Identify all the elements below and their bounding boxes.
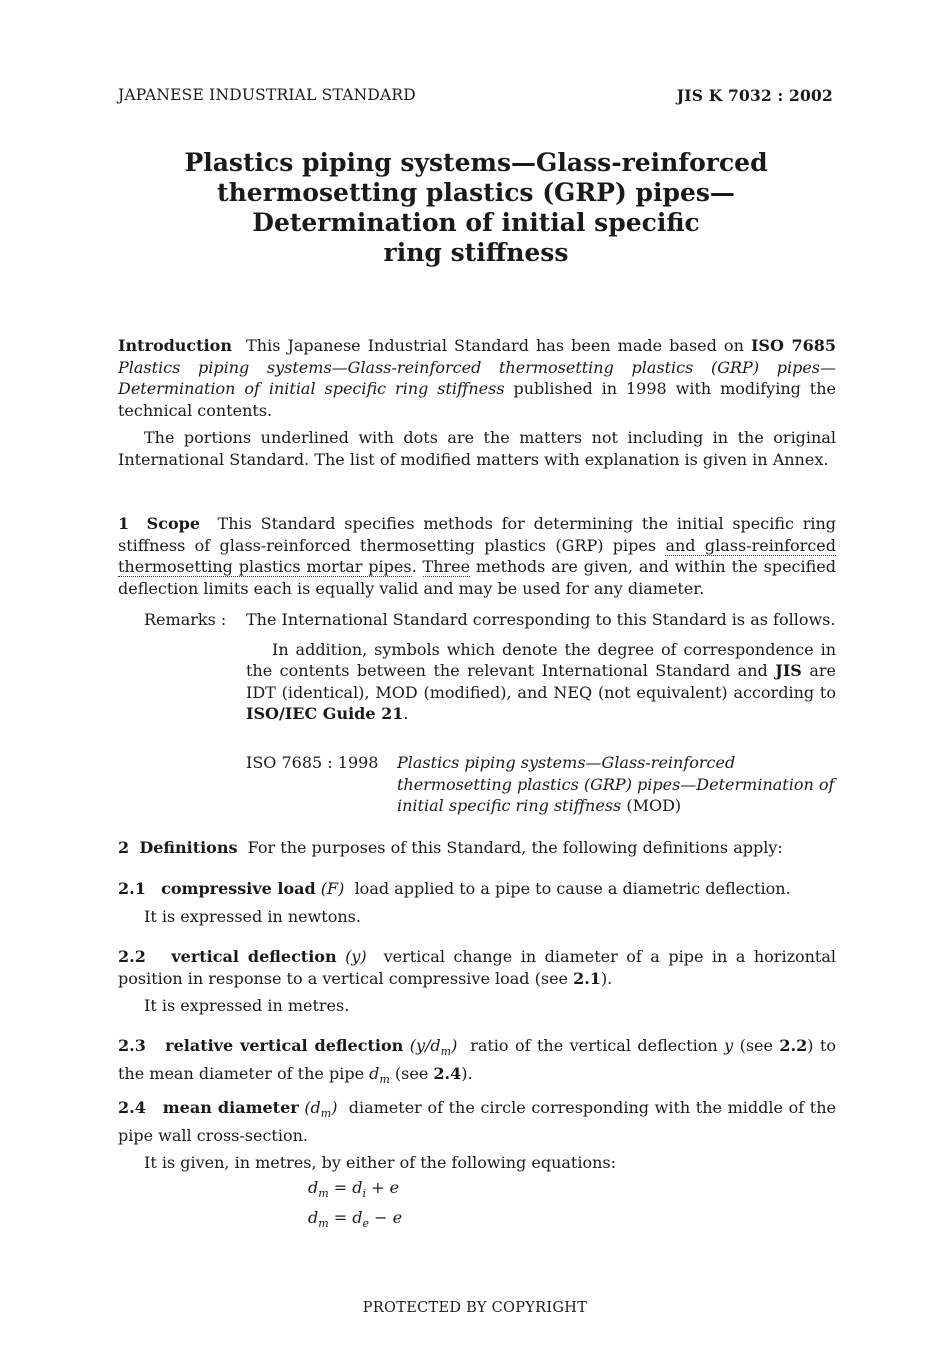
definition-text: ratio of the vertical deflection <box>470 1036 725 1055</box>
definition-term: compressive load <box>161 879 316 898</box>
definition-term: relative vertical deflection <box>165 1036 404 1055</box>
scope-number: 1 <box>118 514 130 533</box>
definition-note: It is expressed in newtons. <box>144 906 361 926</box>
equation-1: $d_m = d_i + e$ <box>308 1178 400 1201</box>
definition-variable: y <box>724 1036 734 1055</box>
definition-text: diameter of the circle corresponding with the middle of the pipe wall cross-section. <box>118 1098 836 1145</box>
remarks-correspondence <box>246 639 836 725</box>
intro-iso-title: Plastics piping systems—Glass-reinforced thermosetting plastics (GRP) pipes—Determination of initial specific ring stiffness <box>118 357 836 398</box>
remarks-guide-ref: ISO/IEC Guide 21 <box>246 704 404 723</box>
definition-ref: 2.4 <box>433 1063 462 1083</box>
header-standard-name: JAPANESE INDUSTRIAL STANDARD <box>118 86 416 104</box>
definition-2-2 <box>118 946 836 1017</box>
remarks-text: In addition, symbols which denote the degree of correspondence in the contents between the relevant International Standard and <box>246 639 836 680</box>
header-standard-number: JIS K 7032 : 2002 <box>676 86 833 105</box>
definitions-intro: For the purposes of this Standard, the following definitions apply: <box>247 838 783 857</box>
scope-section <box>118 513 836 599</box>
scope-heading: Scope <box>146 514 201 533</box>
introduction-heading: Introduction <box>118 336 232 355</box>
scope-text: This Standard specifies methods for determining the initial specific ring stiffness of glass-reinforced thermosetting plastics (GRP) pipes <box>118 514 837 555</box>
definition-term: mean diameter <box>162 1098 299 1117</box>
scope-modified-text: Three <box>422 557 471 576</box>
scope-paragraph <box>118 513 836 599</box>
remarks-label: Remarks : <box>144 610 227 629</box>
definition-text: (see <box>733 1036 780 1055</box>
equation-2: $d_m = d_e - e$ <box>308 1208 403 1231</box>
scope-modified-text: and glass-reinforced thermosetting plastics mortar pipes <box>118 535 837 576</box>
iso-title-text: Plastics piping systems—Glass-reinforced thermosetting plastics (GRP) pipes—Determination of initial specific ring stiffness <box>397 753 835 815</box>
definitions-number: 2 <box>118 838 130 857</box>
title-line: Plastics piping systems—Glass-reinforced <box>184 148 768 177</box>
title-line: Determination of initial specific <box>252 208 700 237</box>
title-line: thermosetting plastics (GRP) pipes— <box>217 178 735 207</box>
definition-text: ). <box>461 1063 473 1083</box>
definition-text: vertical change in diameter of a pipe in a horizontal position in response to a vertical compressive load (see <box>118 947 837 988</box>
remarks-body <box>246 609 836 725</box>
definition-symbol: (y) <box>345 947 367 966</box>
introduction-note: The portions underlined with dots are the matters not including in the original International Standard. The list of modified matters with explanation is given in Annex. <box>118 428 836 469</box>
definition-text: ). <box>600 968 613 988</box>
intro-iso-ref: ISO 7685 <box>750 336 836 355</box>
definition-term: vertical deflection <box>171 947 337 966</box>
remarks-jis: JIS <box>775 661 802 680</box>
definition-symbol: $(d_m)$ <box>304 1098 338 1121</box>
definition-number: 2.4 <box>118 1098 146 1117</box>
iso-correspondence: (MOD) <box>621 796 682 815</box>
definitions-heading: Definitions <box>139 838 238 857</box>
definition-note: It is expressed in metres. <box>144 996 350 1015</box>
copyright-footer: PROTECTED BY COPYRIGHT <box>362 1300 588 1316</box>
scope-text: methods are given, and within the specified deflection limits each is equally valid and may be used for any diameter. <box>118 557 837 598</box>
definition-ref: 2.1 <box>573 968 601 988</box>
definition-ref: 2.2 <box>779 1036 808 1055</box>
title-line: ring stiffness <box>383 238 569 267</box>
introduction-section <box>118 335 836 470</box>
intro-text: published in 1998 with modifying the technical contents. <box>118 379 837 420</box>
definition-text: (see <box>389 1063 434 1083</box>
definition-variable: $d_m$ <box>369 1063 390 1086</box>
definition-2-1 <box>118 878 836 927</box>
definition-text: ) to the mean diameter of the pipe <box>118 1036 837 1083</box>
document-title <box>118 148 834 268</box>
definition-2-4 <box>118 1097 836 1174</box>
remarks-text: . <box>403 704 409 723</box>
scope-text: . <box>411 557 423 576</box>
definition-symbol: $(y/d_m)$ <box>409 1036 458 1059</box>
definition-note: It is given, in metres, by either of the following equations: <box>144 1153 616 1173</box>
definitions-heading-line <box>118 837 836 859</box>
iso-reference-label: ISO 7685 : 1998 <box>246 753 379 772</box>
definition-text: load applied to a pipe to cause a diametric deflection. <box>354 879 791 898</box>
definition-number: 2.1 <box>118 879 146 898</box>
iso-reference-title <box>397 752 836 817</box>
intro-text: This Japanese Industrial Standard has been made based on <box>246 336 751 355</box>
definition-symbol: (F) <box>320 879 345 898</box>
remarks-text: are IDT (identical), MOD (modified), and NEQ (not equivalent) according to <box>246 661 836 702</box>
remarks-text: The International Standard corresponding to this Standard is as follows. <box>246 610 836 629</box>
definition-number: 2.2 <box>118 947 146 966</box>
definition-2-3 <box>118 1035 836 1090</box>
introduction-paragraph <box>118 335 836 421</box>
definition-number: 2.3 <box>118 1036 146 1055</box>
